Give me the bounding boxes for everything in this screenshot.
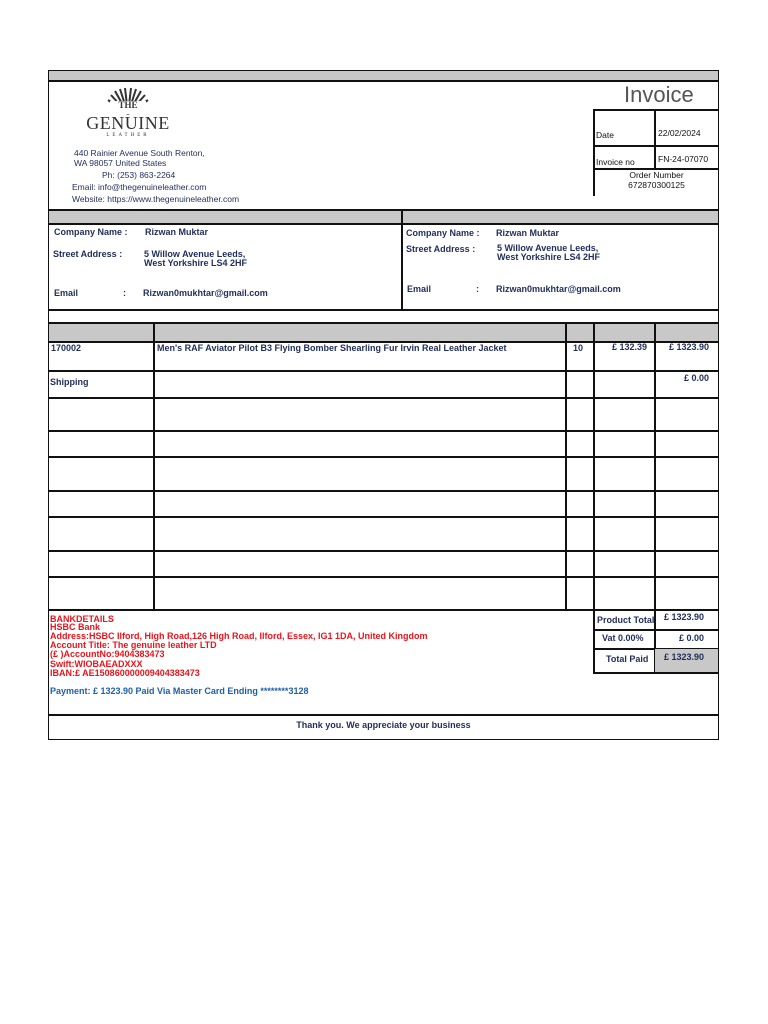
ship-email-value: Rizwan0mukhtar@gmail.com [496,284,621,294]
ship-email-label: Email [407,284,432,294]
divider [48,370,719,372]
product-total-label: Product Total [597,615,655,625]
divider [593,322,595,673]
bill-email-value: Rizwan0mukhtar@gmail.com [143,288,268,298]
divider [593,145,719,147]
vat-value: £ 0.00 [678,633,704,643]
divider [48,516,719,518]
ship-street-line2: West Yorkshire LS4 2HF [497,252,601,262]
divider [401,209,403,310]
divider [48,609,719,611]
logo-main-text: GENUINE [86,113,170,133]
ship-street-label: Street Address : [406,244,476,254]
divider [48,456,719,458]
bank-address: Address:HSBC Ilford, High Road,126 High Road, Ilford, Essex, IG1 1DA, United Kingdom [50,631,428,641]
divider [48,397,719,399]
header-band [49,71,718,80]
company-website: Website: https://www.thegenuineleather.com [72,194,240,204]
ship-company-value: Rizwan Muktar [496,228,560,238]
divider [153,322,155,609]
divider [48,490,719,492]
bill-street-line2: West Yorkshire LS4 2HF [144,258,248,268]
logo-top-text: THE [118,100,138,110]
item-description: Men's RAF Aviator Pilot B3 Flying Bomber Shearling Fur Irvin Real Leather Jacket [157,343,507,353]
vat-label: Vat 0.00% [602,633,644,643]
divider [654,109,656,168]
bank-account-no: (£ )AccountNo:9404383473 [50,649,165,659]
bank-iban: IBAN:£ AE150860000009404383473 [50,668,200,678]
company-logo [80,86,176,142]
divider [593,629,719,631]
shipping-value: £ 0.00 [683,373,709,383]
order-number-label: Order Number [629,170,684,180]
company-phone: Ph: (253) 863-2264 [102,170,176,180]
bank-account-title: Account Title: The genuine leather LTD [50,640,217,650]
item-price: £ 132.39 [611,342,647,352]
bill-company-value: Rizwan Muktar [145,227,209,237]
divider [593,109,719,111]
ship-street-line1: 5 Willow Avenue Leeds, [497,243,599,253]
item-total: £ 1323.90 [668,342,709,352]
logo-sub-text: LEATHER [106,133,150,138]
date-label: Date [596,130,614,140]
divider [48,309,719,311]
company-email: Email: info@thegenuineleather.com [72,182,207,192]
order-number-value: 672870300125 [628,180,685,190]
shipping-label: Shipping [50,377,89,387]
ship-email-colon: : [476,284,479,294]
divider [48,80,719,82]
divider [48,576,719,578]
invoice-title: Invoice [624,82,694,107]
product-total-value: £ 1323.90 [663,612,704,622]
bill-email-label: Email [54,288,79,298]
bill-company-label: Company Name : [54,227,128,237]
divider [48,430,719,432]
divider [48,223,719,225]
total-paid-label: Total Paid [606,654,649,664]
divider [48,550,719,552]
bill-email-colon: : [123,288,126,298]
ship-company-label: Company Name : [406,228,480,238]
item-code: 170002 [51,343,82,353]
invoice-no-label: Invoice no [596,157,635,167]
divider [565,322,567,609]
item-qty: 10 [573,343,584,353]
address-band [49,211,718,223]
invoice-no-value: FN-24-07070 [658,154,709,164]
divider [48,322,719,324]
bill-street-label: Street Address : [53,249,123,259]
date-value: 22/02/2024 [658,128,701,138]
divider [48,714,719,716]
bank-details-heading: BANKDETAILS [50,614,114,624]
company-address-line1: 440 Rainier Avenue South Renton, [74,148,205,158]
total-paid-value: £ 1323.90 [663,652,704,662]
footer-thank-you: Thank you. We appreciate your business [296,720,471,730]
bill-street-line1: 5 Willow Avenue Leeds, [144,249,246,259]
company-address-line2: WA 98057 United States [74,158,167,168]
items-header-band [49,323,718,341]
bank-name: HSBC Bank [50,622,101,632]
bank-swift: Swift:WIOBAEADXXX [50,659,143,669]
divider [593,672,719,674]
payment-note: Payment: £ 1323.90 Paid Via Master Card Ending ********3128 [50,686,309,696]
